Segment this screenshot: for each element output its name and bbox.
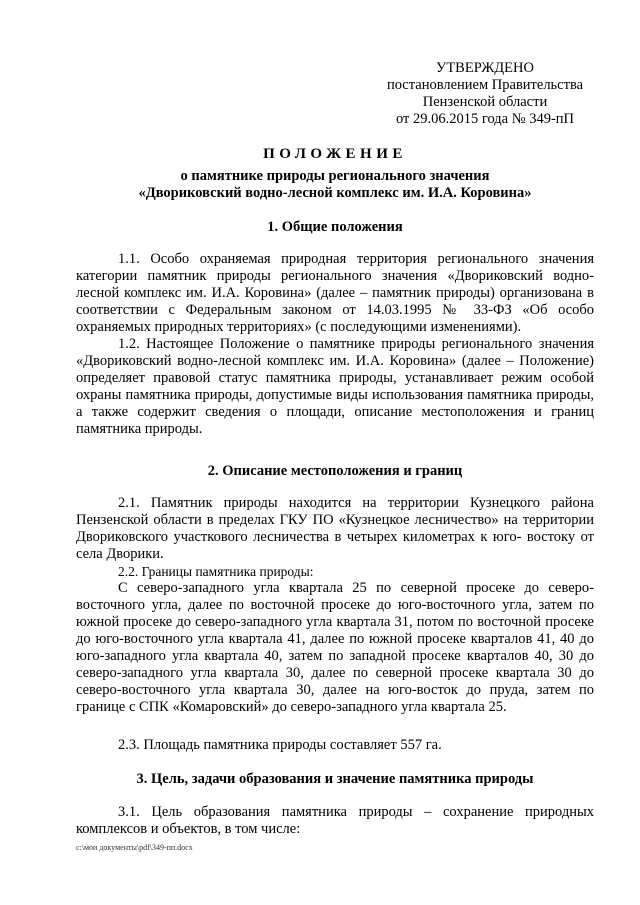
approval-line-1: УТВЕРЖДЕНО <box>436 60 534 76</box>
footer-file-path: c:\мои документы\pdf\349-пп.docx <box>76 843 193 852</box>
approval-stamp <box>360 60 610 128</box>
section-1-heading: 1. Общие положения <box>267 219 403 235</box>
section-2-heading: 2. Описание местоположения и границ <box>207 463 463 479</box>
document-subtitle-2: «Двориковский водно-лесной комплекс им. И.А. Коровина» <box>138 185 532 201</box>
section-2-paragraph-1: 2.1. Памятник природы находится на территории Кузнецкого района Пензенской области в пределах ГКУ ПО «Кузнецкое лесничество» на территории Двориковского участкового лесничества в четырех километрах к юго- востоку от села Дворики. <box>76 495 594 562</box>
approval-line-3: Пензенской области <box>422 94 548 110</box>
section-2-paragraph-2: 2.2. Границы памятника природы: <box>118 564 314 579</box>
document-title: ПОЛОЖЕНИЕ <box>263 146 407 162</box>
approval-line-2: постановлением Правительства <box>386 77 584 93</box>
section-3-heading: 3. Цель, задачи образования и значение памятника природы <box>136 771 534 787</box>
section-1-paragraph-2: 1.2. Настоящее Положение о памятнике природы регионального значения «Двориковский водно-лесной комплекс им. И.А. Коровина» (далее – Положение) определяет правовой статус памятника природы, устанавливает режим особой охраны памятника природы, допустимые виды использования памятника природы, а также содержит сведения о площади, описание местоположения и границ памятника природы. <box>76 336 594 437</box>
document-subtitle-1: о памятнике природы регионального значения <box>180 168 490 184</box>
section-2-paragraph-3: С северо-западного угла квартала 25 по северной просеке до северо-восточного угла, далее по восточной просеке до юго-восточного угла, затем по южной просеке до северо-западного угла квартала 31, потом по восточной просеке до юго-восточного угла квартала 41, далее по южной просеке кварталов 41, 40 до юго-западного угла квартала 40, затем по западной просеке кварталов 40, 30 до северо-западного угла квартала 30, далее по северной просеке квартала 30 до северо-восточного угла квартала 30, далее на юго-восток до пруда, затем по границе с СПК «Комаровский» до северо-западного угла квартала 25. <box>76 580 594 715</box>
section-3-paragraph-1: 3.1. Цель образования памятника природы – сохранение природных комплексов и объектов, в том числе: <box>76 804 594 837</box>
section-1-paragraph-1: 1.1. Особо охраняемая природная территория регионального значения категории памятник природы регионального значения «Двориковский водно-лесной комплекс им. И.А. Коровина» (далее – памятник природы) организована в соответствии с Федеральным законом от 14.03.1995 № 33-ФЗ «Об особо охраняемых природных территориях» (с последующими изменениями). <box>76 251 594 335</box>
section-2-paragraph-4: 2.3. Площадь памятника природы составляет 557 га. <box>118 737 442 753</box>
approval-line-4: от 29.06.2015 года № 349-пП <box>395 111 575 127</box>
